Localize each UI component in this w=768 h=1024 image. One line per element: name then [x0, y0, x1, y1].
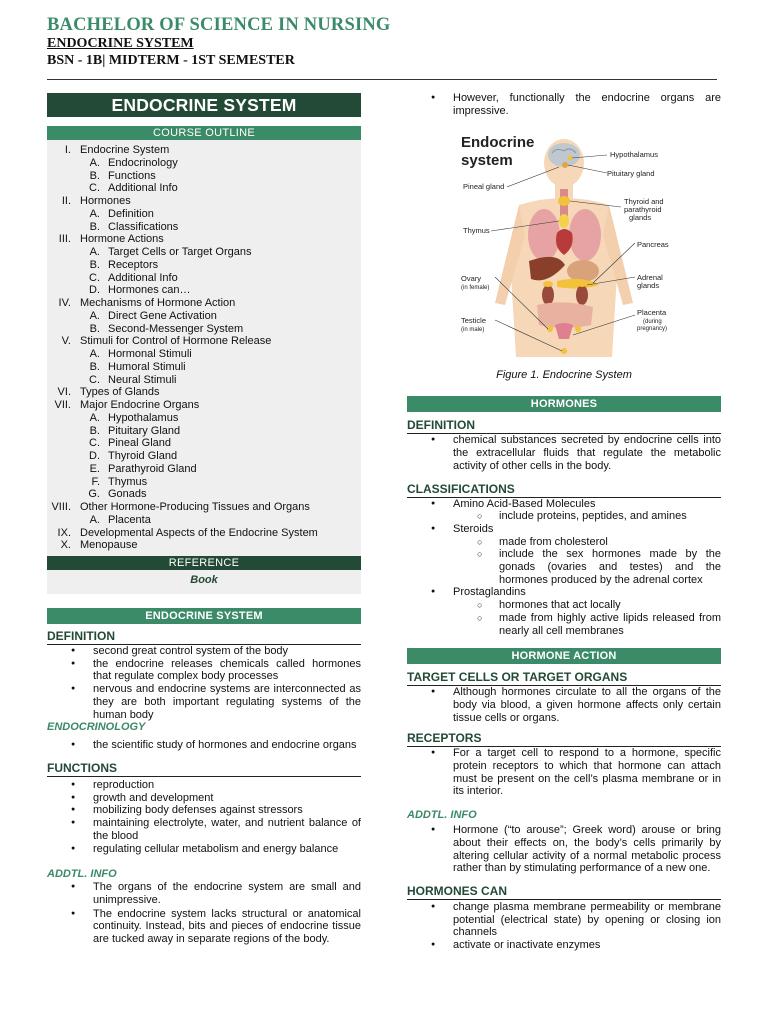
outline-item-number: A. — [89, 309, 100, 322]
hormone-addtl-info-heading: ADDTL. INFO — [407, 809, 477, 822]
label-hypothalamus: Hypothalamus — [610, 150, 658, 160]
outline-item-number: IX. — [57, 526, 71, 539]
outline-item-number: B. — [89, 220, 100, 233]
intro-list — [407, 92, 721, 117]
document-header — [47, 14, 727, 70]
outline-item-number: C. — [89, 271, 100, 284]
outline-item-text: Parathyroid Gland — [108, 462, 197, 475]
label-pituitary: Pituitary gland — [607, 169, 655, 179]
outline-item — [47, 463, 361, 476]
list-item: ● the scientific study of hormones and endocrine organs — [47, 739, 361, 752]
addtl-info-list — [47, 881, 361, 946]
outline-item-number: VI. — [57, 386, 71, 399]
reference-value: Book — [47, 570, 361, 594]
label-placenta-3: pregnancy) — [637, 326, 668, 333]
label-ovary-2: (in female) — [461, 285, 490, 292]
list-item: ● Steroids — [407, 523, 721, 536]
receptors-heading: RECEPTORS — [407, 731, 721, 747]
endocrinology-heading: ENDOCRINOLOGY — [47, 721, 146, 734]
outline-item-text: Neural Stimuli — [108, 373, 177, 386]
outline-item-number: G. — [88, 488, 100, 501]
outline-item — [47, 501, 361, 514]
outline-item — [47, 284, 361, 297]
list-item: ● The organs of the endocrine system are small and unimpressive. — [47, 881, 361, 906]
label-ovary-1: Ovary — [461, 274, 482, 284]
functions-heading: FUNCTIONS — [47, 761, 361, 777]
course-outline-header: COURSE OUTLINE — [47, 126, 361, 140]
classifications-list — [407, 498, 721, 511]
left-column — [47, 93, 361, 946]
course-info: BSN - 1B| MIDTERM - 1ST SEMESTER — [47, 53, 295, 68]
outline-item — [47, 297, 361, 310]
section-hormones: HORMONES — [407, 396, 721, 412]
list-item: ● Amino Acid-Based Molecules — [407, 498, 721, 511]
outline-item-number: I. — [64, 144, 71, 156]
program-title: BACHELOR OF SCIENCE IN NURSING — [47, 15, 391, 35]
figure-title-2: system — [461, 152, 513, 170]
outline-item-text: Direct Gene Activation — [108, 309, 217, 322]
course-outline — [47, 140, 361, 556]
outline-item-number: F. — [91, 475, 100, 488]
outline-item-number: X. — [60, 539, 71, 552]
outline-item-number: B. — [89, 322, 100, 335]
outline-item-text: Pineal Gland — [108, 437, 171, 450]
outline-item-text: Major Endocrine Organs — [80, 399, 200, 411]
label-placenta-2: (during — [643, 319, 662, 326]
list-item: ● maintaining electrolyte, water, and nutrient balance of the blood — [47, 817, 361, 842]
label-pancreas: Pancreas — [637, 240, 669, 250]
outline-item-text: Target Cells or Target Organs — [108, 246, 252, 258]
outline-item-text: Menopause — [80, 539, 138, 552]
outline-item-number: V. — [61, 335, 71, 348]
outline-item-text: Gonads — [108, 488, 147, 501]
outline-item-number: A. — [89, 207, 100, 220]
label-testicle-1: Testicle — [461, 316, 487, 326]
list-item: ● change plasma membrane permeability or membrane potential (electrical state) by opening or closing ion channels — [407, 901, 721, 939]
outline-item-number: II. — [61, 195, 71, 207]
outline-item — [47, 425, 361, 438]
outline-item — [47, 272, 361, 285]
outline-item-number: VII. — [54, 399, 71, 411]
outline-item-text: Functions — [108, 169, 156, 182]
endocrine-system-diagram — [407, 125, 721, 365]
page-title: ENDOCRINE SYSTEM — [47, 93, 361, 117]
list-item: ● Hormone (“to arouse”; Greek word) arouse or bring about their effects on, the body’s cells primarily by altering cellular activity of a normal metabolic process rather than by stimulating performance of a new one. — [407, 824, 721, 875]
outline-item-text: Receptors — [108, 258, 159, 271]
outline-item-number: A. — [89, 513, 100, 526]
list-item: ○ made from cholesterol — [407, 536, 721, 549]
list-item: ● reproduction — [47, 779, 361, 792]
list-item: ● nervous and endocrine systems are interconnected as they are both important regulating systems of the human body — [47, 683, 361, 721]
outline-item — [47, 195, 361, 208]
outline-item — [47, 157, 361, 170]
adrenal-gland — [543, 281, 553, 287]
list-item: ● second great control system of the body — [47, 645, 361, 658]
label-thyroid-1: Thyroid and — [624, 197, 664, 207]
outline-item — [47, 527, 361, 540]
outline-item — [47, 412, 361, 425]
outline-item — [47, 450, 361, 463]
subject-title: ENDOCRINE SYSTEM — [47, 36, 194, 51]
classifications-list-2 — [407, 523, 721, 536]
list-item: ○ made from highly active lipids released from nearly all cell membranes — [407, 612, 721, 637]
outline-item-number: IV. — [58, 297, 71, 309]
outline-item-number: III. — [58, 233, 71, 246]
list-item: ● mobilizing body defenses against stressors — [47, 804, 361, 817]
outline-item — [47, 221, 361, 234]
outline-item-number: A. — [89, 156, 100, 169]
label-testicle-2: (in male) — [461, 327, 485, 334]
outline-item-text: Types of Glands — [80, 386, 160, 399]
outline-item-text: Endocrine System — [80, 144, 170, 156]
outline-item-text: Hormonal Stimuli — [108, 348, 192, 360]
hormones-can-heading: HORMONES CAN — [407, 884, 721, 900]
steroids-sublist — [407, 536, 721, 587]
outline-item-number: B. — [89, 169, 100, 182]
outline-item — [47, 476, 361, 489]
outline-item-text: Hormones can… — [108, 284, 191, 297]
outline-item-text: Second-Messenger System — [108, 322, 244, 335]
label-adrenal-2: glands — [637, 281, 660, 291]
outline-item-text: Other Hormone-Producing Tissues and Organs — [80, 501, 310, 513]
list-item: ○ hormones that act locally — [407, 599, 721, 612]
definition-list — [47, 645, 361, 721]
outline-item — [47, 374, 361, 387]
list-item: ● chemical substances secreted by endocrine cells into the extracellular fluids that regulate the metabolic activity of other cells in the body. — [407, 434, 721, 472]
outline-item — [47, 335, 361, 348]
hormones-can-list — [407, 901, 721, 952]
prostaglandins-sublist — [407, 599, 721, 637]
target-cells-heading: TARGET CELLS OR TARGET ORGANS — [407, 670, 721, 686]
outline-item — [47, 514, 361, 527]
outline-item-number: B. — [89, 360, 100, 373]
addtl-info-heading: ADDTL. INFO — [47, 868, 117, 881]
thymus — [559, 214, 569, 228]
outline-item-number: A. — [89, 246, 100, 258]
hypothalamus — [568, 156, 573, 161]
outline-item-text: Developmental Aspects of the Endocrine System — [80, 526, 318, 539]
outline-item — [47, 399, 361, 412]
endocrine-figure — [407, 125, 721, 365]
list-item: ● Prostaglandins — [407, 586, 721, 599]
outline-item — [47, 170, 361, 183]
outline-item-number: A. — [89, 411, 100, 424]
receptors-list — [407, 747, 721, 798]
label-adrenal-1: Adrenal — [637, 273, 663, 283]
outline-item — [47, 361, 361, 374]
outline-item-text: Definition — [108, 207, 154, 220]
hormone-addtl-info-list — [407, 824, 721, 875]
pituitary-gland — [562, 162, 568, 168]
left-lung — [528, 209, 560, 261]
list-item: ● However, functionally the endocrine organs are impressive. — [407, 92, 721, 117]
label-pineal: Pineal gland — [463, 182, 505, 192]
outline-item — [47, 323, 361, 336]
outline-item-text: Thyroid Gland — [108, 450, 178, 462]
list-item: ○ include the sex hormones made by the gonads (ovaries and testes) and the hormones produced by the adrenal cortex — [407, 548, 721, 586]
outline-item-text: Additional Info — [108, 271, 178, 284]
right-lung — [569, 209, 601, 261]
outline-item-text: Classifications — [108, 220, 179, 233]
outline-item — [47, 386, 361, 399]
outline-item — [47, 437, 361, 450]
outline-item-number: VIII. — [51, 501, 71, 513]
list-item: ● For a target cell to respond to a hormone, specific protein receptors to which that hormone can attach must be present on the cell’s plasma membrane or in its interior. — [407, 747, 721, 798]
thyroid-gland — [558, 196, 570, 206]
hormones-definition-heading: DEFINITION — [407, 418, 721, 434]
outline-item — [47, 348, 361, 361]
outline-item-number: C. — [89, 373, 100, 386]
header-divider — [47, 79, 717, 80]
label-thymus: Thymus — [463, 226, 490, 236]
outline-item — [47, 233, 361, 246]
outline-item-number: C. — [89, 182, 100, 195]
outline-item — [47, 539, 361, 552]
outline-item-text: Hormone Actions — [80, 233, 164, 246]
figure-caption: Figure 1. Endocrine System — [496, 369, 632, 382]
target-cells-list — [407, 686, 721, 724]
list-item: ○ include proteins, peptides, and amines — [407, 510, 721, 523]
list-item: ● Although hormones circulate to all the organs of the body via blood, a given hormone affects only certain tissue cells or organs. — [407, 686, 721, 724]
outline-item-number: B. — [89, 258, 100, 271]
outline-item — [47, 259, 361, 272]
outline-item-number: E. — [89, 462, 100, 475]
outline-item-text: Pituitary Gland — [108, 424, 181, 437]
list-item: ● regulating cellular metabolism and energy balance — [47, 843, 361, 856]
outline-item-text: Endocrinology — [108, 156, 178, 169]
outline-item — [47, 182, 361, 195]
list-item: ● activate or inactivate enzymes — [407, 939, 721, 952]
outline-item — [47, 208, 361, 221]
figure-title-1: Endocrine — [461, 134, 535, 152]
outline-item — [47, 310, 361, 323]
label-placenta-1: Placenta — [637, 308, 667, 318]
outline-item-number: C. — [89, 437, 100, 450]
outline-item — [47, 144, 361, 157]
definition-heading: DEFINITION — [47, 629, 361, 645]
classifications-list-3 — [407, 586, 721, 599]
outline-item-number: B. — [89, 424, 100, 437]
outline-item-text: Hypothalamus — [108, 411, 179, 424]
outline-item-text: Hormones — [80, 195, 131, 207]
outline-item-number: D. — [89, 284, 100, 297]
right-column — [407, 92, 721, 952]
list-item: ● growth and development — [47, 792, 361, 805]
list-item: ● The endocrine system lacks structural or anatomical continuity. Instead, bits and pieces of endocrine tissue are tucked away in separate regions of the body. — [47, 908, 361, 946]
label-thyroid-3: glands — [629, 213, 652, 223]
reference-header: REFERENCE — [47, 556, 361, 570]
section-endocrine-system: ENDOCRINE SYSTEM — [47, 608, 361, 624]
list-item: ● the endocrine releases chemicals called hormones that regulate complex body processes — [47, 658, 361, 683]
outline-item-number: D. — [89, 450, 100, 462]
outline-item-text: Mechanisms of Hormone Action — [80, 297, 236, 309]
outline-item — [47, 246, 361, 259]
outline-item-number: A. — [89, 348, 100, 360]
hormones-definition-list — [407, 434, 721, 472]
outline-item-text: Additional Info — [108, 182, 178, 195]
outline-item — [47, 488, 361, 501]
label-thyroid-2: parathyroid — [624, 205, 662, 215]
section-hormone-action: HORMONE ACTION — [407, 648, 721, 664]
endocrinology-list — [47, 739, 361, 752]
classifications-heading: CLASSIFICATIONS — [407, 482, 721, 498]
amino-sublist — [407, 510, 721, 523]
outline-item-text: Stimuli for Control of Hormone Release — [80, 335, 272, 348]
outline-item-text: Humoral Stimuli — [108, 360, 186, 373]
functions-list — [47, 779, 361, 856]
outline-item-text: Thymus — [108, 475, 148, 488]
outline-item-text: Placenta — [108, 513, 151, 526]
